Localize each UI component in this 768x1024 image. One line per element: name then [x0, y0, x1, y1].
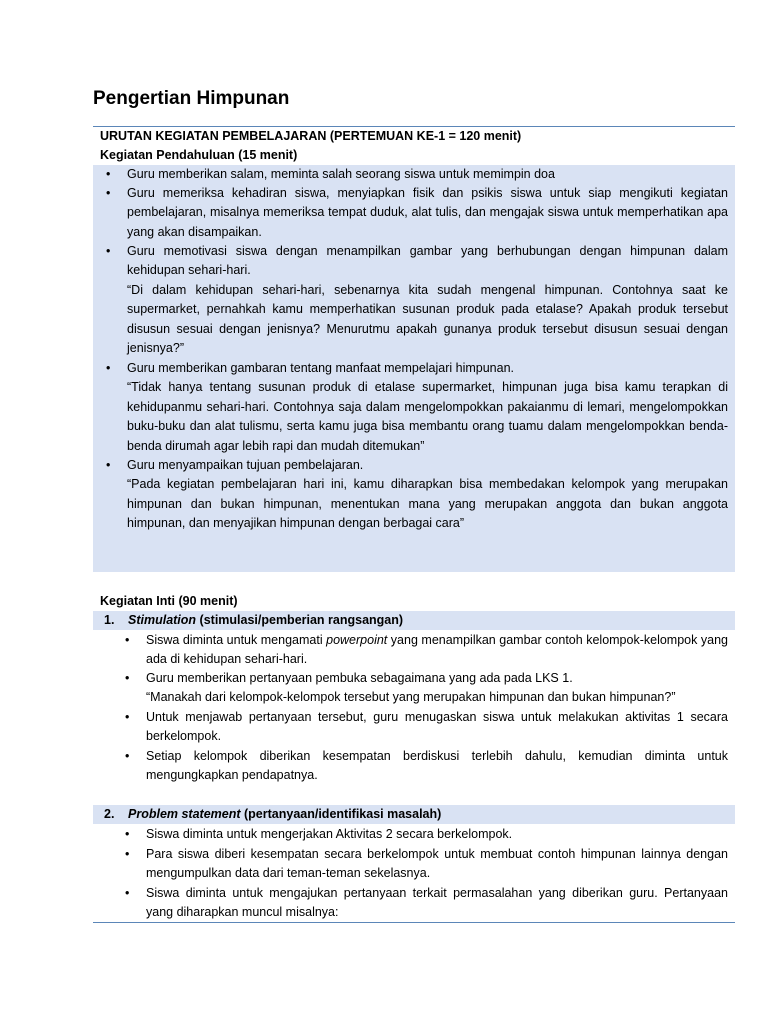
section-title-rest: (stimulasi/pemberian rangsangan)	[196, 613, 404, 627]
bullet-icon: •	[106, 186, 111, 200]
page-title: Pengertian Himpunan	[93, 88, 290, 109]
section-number: 1.	[104, 613, 115, 627]
stimulation-item	[125, 708, 728, 747]
bullet-icon: •	[125, 827, 130, 841]
intro-item	[106, 184, 728, 242]
stimulation-item	[125, 669, 728, 708]
intro-heading: Kegiatan Pendahuluan (15 menit)	[100, 148, 298, 162]
item-text: Para siswa diberi kesempatan secara berkelompok untuk membuat contoh himpunan lainnya dengan mengumpulkan data dari teman-teman sekelasnya.	[146, 847, 728, 881]
section-heading-stimulation	[93, 611, 735, 630]
intro-item-quote: “Pada kegiatan pembelajaran hari ini, kamu diharapkan bisa membedakan kelompok yang merupakan himpunan dan bukan himpunan, menentukan mana yang merupakan anggota dan bukan anggota himpunan, dan menyajikan himpunan dengan berbagai cara”	[127, 477, 728, 531]
bullet-icon: •	[125, 847, 130, 861]
item-text: Guru memberikan pertanyaan pembuka sebagaimana yang ada pada LKS 1.	[146, 671, 573, 685]
section-heading-problem-statement	[93, 805, 735, 824]
core-heading: Kegiatan Inti (90 menit)	[100, 594, 238, 608]
intro-item-quote: “Tidak hanya tentang susunan produk di etalase supermarket, himpunan juga bisa kamu terapkan di kehidupanmu sehari-hari. Contohnya saja dalam mengelompokkan pakaianmu di lemari, mengelompokkan buku-buku dan alat tulismu, serta kamu juga bisa membantu orang tuamu dalam mengelompokkan benda-benda dirumah agar lebih rapi dan mudah ditemukan”	[127, 380, 728, 453]
section-title-italic: Problem statement	[128, 807, 241, 821]
stimulation-item	[125, 631, 728, 670]
bullet-icon: •	[106, 167, 111, 181]
bullet-icon: •	[106, 458, 111, 472]
table-header: URUTAN KEGIATAN PEMBELAJARAN (PERTEMUAN KE-1 = 120 menit)	[100, 129, 522, 143]
bullet-icon: •	[125, 749, 130, 763]
bullet-icon: •	[125, 886, 130, 900]
intro-item-text: Guru memberikan gambaran tentang manfaat mempelajari himpunan.	[127, 361, 515, 375]
section-title-italic: Stimulation	[128, 613, 197, 627]
bullet-icon: •	[125, 671, 130, 685]
item-text: Untuk menjawab pertanyaan tersebut, guru menugaskan siswa untuk melakukan aktivitas 1 secara berkelompok.	[146, 710, 728, 744]
intro-item	[106, 242, 728, 358]
item-text: Siswa diminta untuk mengerjakan Aktivitas 2 secara berkelompok.	[146, 827, 513, 841]
item-text-rest: yang menampilkan gambar contoh kelompok-kelompok yang ada di kehidupan sehari-hari.	[146, 633, 728, 667]
stimulation-item	[125, 747, 728, 786]
section-number: 2.	[104, 807, 115, 821]
intro-item	[106, 456, 728, 534]
problem-item	[125, 884, 728, 923]
intro-item-text: Guru memberikan salam, meminta salah seorang siswa untuk memimpin doa	[127, 167, 555, 181]
intro-item-quote: “Di dalam kehidupan sehari-hari, sebenarnya kita sudah mengenal himpunan. Contohnya saat ke supermarket, pernahkah kamu memperhatikan susunan produk pada etalase? Apakah produk tersebut disusun sesuai dengan jenisnya? Menurutmu apakah gunanya produk tersebut disusun sesuai dengan jenisnya?”	[127, 282, 728, 356]
bullet-icon: •	[106, 244, 111, 258]
intro-item-text: Guru memeriksa kehadiran siswa, menyiapkan fisik dan psikis siswa untuk siap mengikuti kegiatan pembelajaran, misalnya memeriksa tempat duduk, alat tulis, dan mengajak siswa untuk memperhatikan apa yang akan disampaikan.	[127, 186, 728, 239]
problem-item	[125, 845, 728, 884]
intro-item	[106, 165, 728, 184]
item-text-italic: powerpoint	[326, 633, 388, 647]
section-title	[128, 805, 441, 824]
bullet-icon: •	[106, 361, 111, 375]
section-title	[128, 611, 403, 630]
table-bottom-border	[93, 922, 735, 923]
intro-item-text: Guru menyampaikan tujuan pembelajaran.	[127, 458, 364, 472]
intro-item	[106, 359, 728, 456]
section-title-rest: (pertanyaan/identifikasi masalah)	[240, 807, 442, 821]
intro-item-text: Guru memotivasi siswa dengan menampilkan gambar yang berhubungan dengan himpunan dalam kehidupan sehari-hari.	[127, 244, 728, 278]
item-text: Setiap kelompok diberikan kesempatan berdiskusi terlebih dahulu, kemudian diminta untuk mengungkapkan pendapatnya.	[146, 749, 728, 783]
item-text: Siswa diminta untuk mengamati	[146, 633, 327, 647]
problem-item	[125, 825, 728, 844]
bullet-icon: •	[125, 710, 130, 724]
item-quote: “Manakah dari kelompok-kelompok tersebut yang merupakan himpunan dan bukan himpunan?”	[146, 690, 676, 705]
item-text: Siswa diminta untuk mengajukan pertanyaan terkait permasalahan yang diberikan guru. Pertanyaan yang diharapkan muncul misalnya:	[146, 886, 728, 920]
bullet-icon: •	[125, 633, 130, 647]
